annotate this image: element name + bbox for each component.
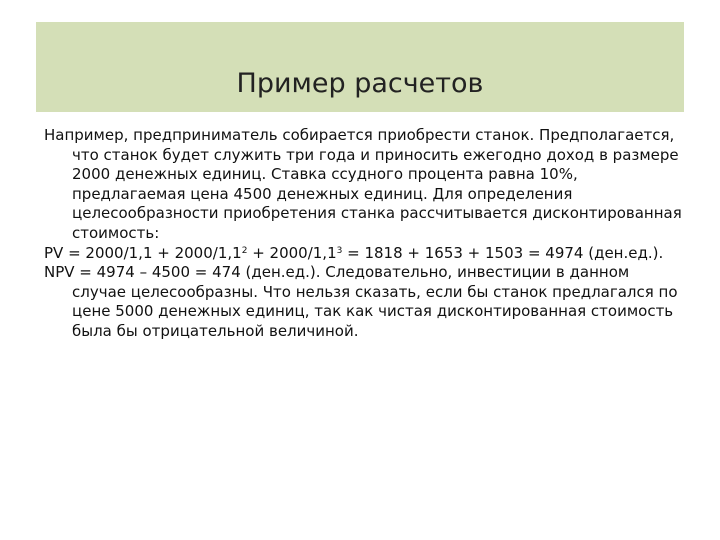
title-band: [36, 22, 684, 112]
pv-part-3: = 1818 + 1653 + 1503 = 4974 (ден.ед.).: [342, 243, 664, 262]
pv-exponent-3: 3: [336, 245, 343, 256]
pv-formula: [44, 244, 684, 264]
pv-part-1: PV = 2000/1,1 + 2000/1,1: [44, 243, 242, 262]
pv-exponent-2: 2: [241, 245, 248, 256]
pv-part-2: + 2000/1,1: [247, 243, 337, 262]
intro-paragraph: Например, предприниматель собирается приобрести станок. Предполагается, что станок будет служить три года и приносить ежегодно доход в размере 2000 денежных единиц. Ставка ссудного процента равна 10%, предлагаемая цена 4500 денежных единиц. Для определения целесообразности приобретения станка рассчитывается дисконтированная стоимость:: [44, 126, 682, 242]
slide-body: [44, 126, 684, 342]
slide-title: Пример расчетов: [236, 68, 484, 99]
npv-paragraph: NPV = 4974 – 4500 = 474 (ден.ед.). Следовательно, инвестиции в данном случае целесообразны. Что нельзя сказать, если бы станок предлагался по цене 5000 денежных единиц, так как чистая дисконтированная стоимость была бы отрицательной величиной.: [44, 263, 678, 340]
